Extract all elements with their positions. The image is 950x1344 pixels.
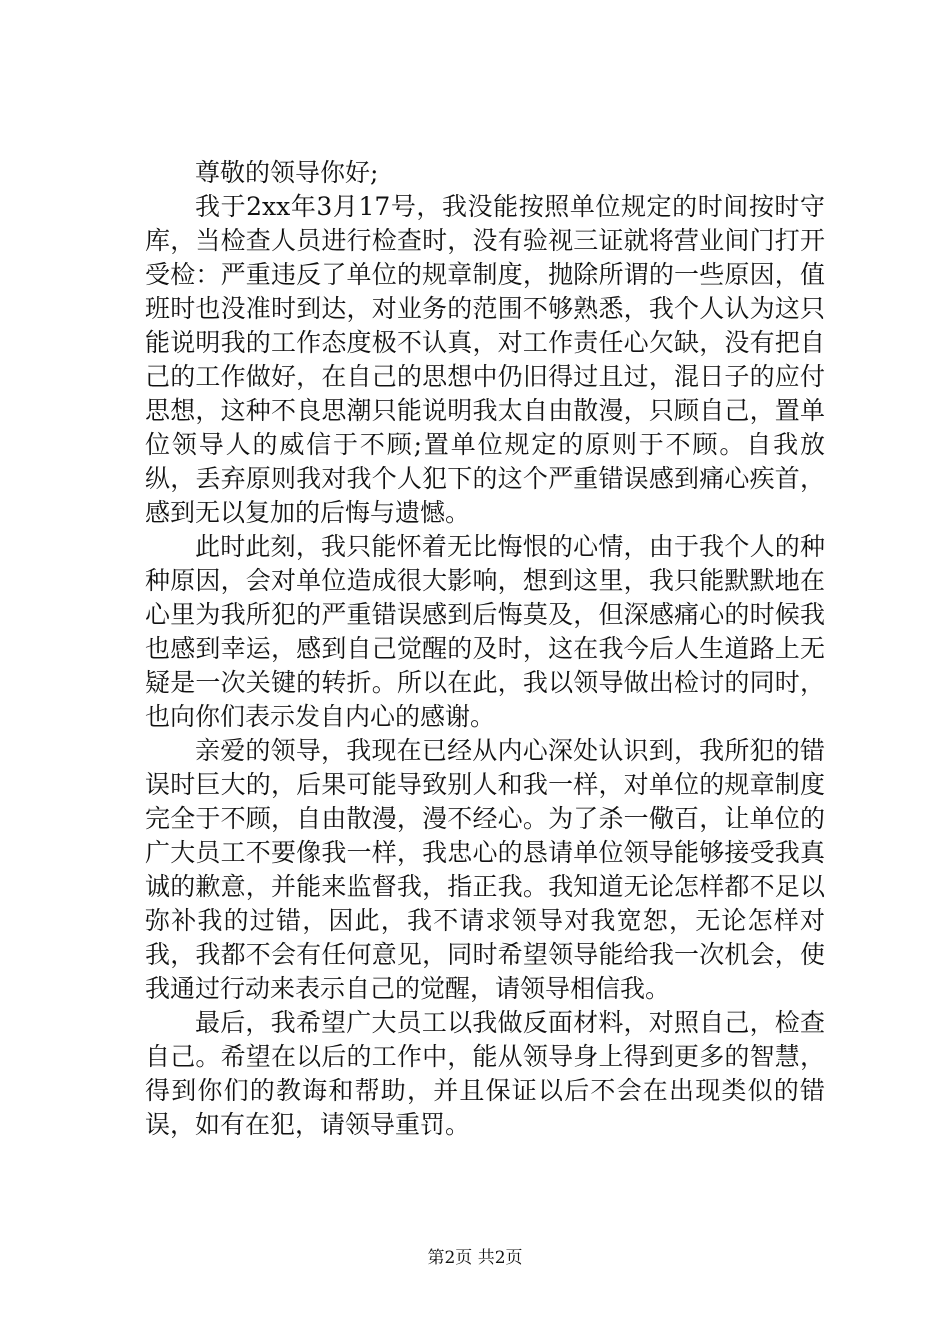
page-number-footer: 第2页 共2页 [427, 1248, 523, 1268]
salutation: 尊敬的领导你好; [195, 158, 379, 187]
paragraph: 我于2xx年3月17号，我没能按照单位规定的时间按时守库，当检查人员进行检查时，没有验视三证就将营业间门打开受检：严重违反了单位的规章制度，抛除所谓的一些原因，值班时也没准时到达，对业务的范围不够熟悉，我个人认为这只能说明我的工作态度极不认真，对工作责任心欠缺，没有把自己的工作做好，在自己的思想中仍旧得过且过，混日子的应付思想，这种不良思潮只能说明我太自由散漫，只顾自己，置单位领导人的威信于不顾;置单位规定的原则于不顾。自我放纵，丢弃原则我对我个人犯下的这个严重错误感到痛心疾首，感到无以复加的后悔与遗憾。 [145, 192, 825, 527]
paragraph: 最后，我希望广大员工以我做反面材料，对照自己，检查自己。希望在以后的工作中，能从领导身上得到更多的智慧，得到你们的教诲和帮助，并且保证以后不会在出现类似的错误，如有在犯，请领导重罚。 [145, 1008, 825, 1139]
document-body [145, 156, 825, 1142]
paragraph: 亲爱的领导，我现在已经从内心深处认识到，我所犯的错误时巨大的，后果可能导致别人和我一样，对单位的规章制度完全于不顾，自由散漫，漫不经心。为了杀一儆百，让单位的广大员工不要像我一样，我忠心的恳请单位领导能够接受我真诚的歉意，并能来监督我，指正我。我知道无论怎样都不足以弥补我的过错，因此，我不请求领导对我宽恕，无论怎样对我，我都不会有任何意见，同时希望领导能给我一次机会，使我通过行动来表示自己的觉醒，请领导相信我。 [145, 736, 825, 1003]
paragraph: 此时此刻，我只能怀着无比悔恨的心情，由于我个人的种种原因，会对单位造成很大影响，想到这里，我只能默默地在心里为我所犯的严重错误感到后悔莫及，但深感痛心的时候我也感到幸运，感到自己觉醒的及时，这在我今后人生道路上无疑是一次关键的转折。所以在此，我以领导做出检讨的同时，也向你们表示发自内心的感谢。 [145, 532, 825, 731]
